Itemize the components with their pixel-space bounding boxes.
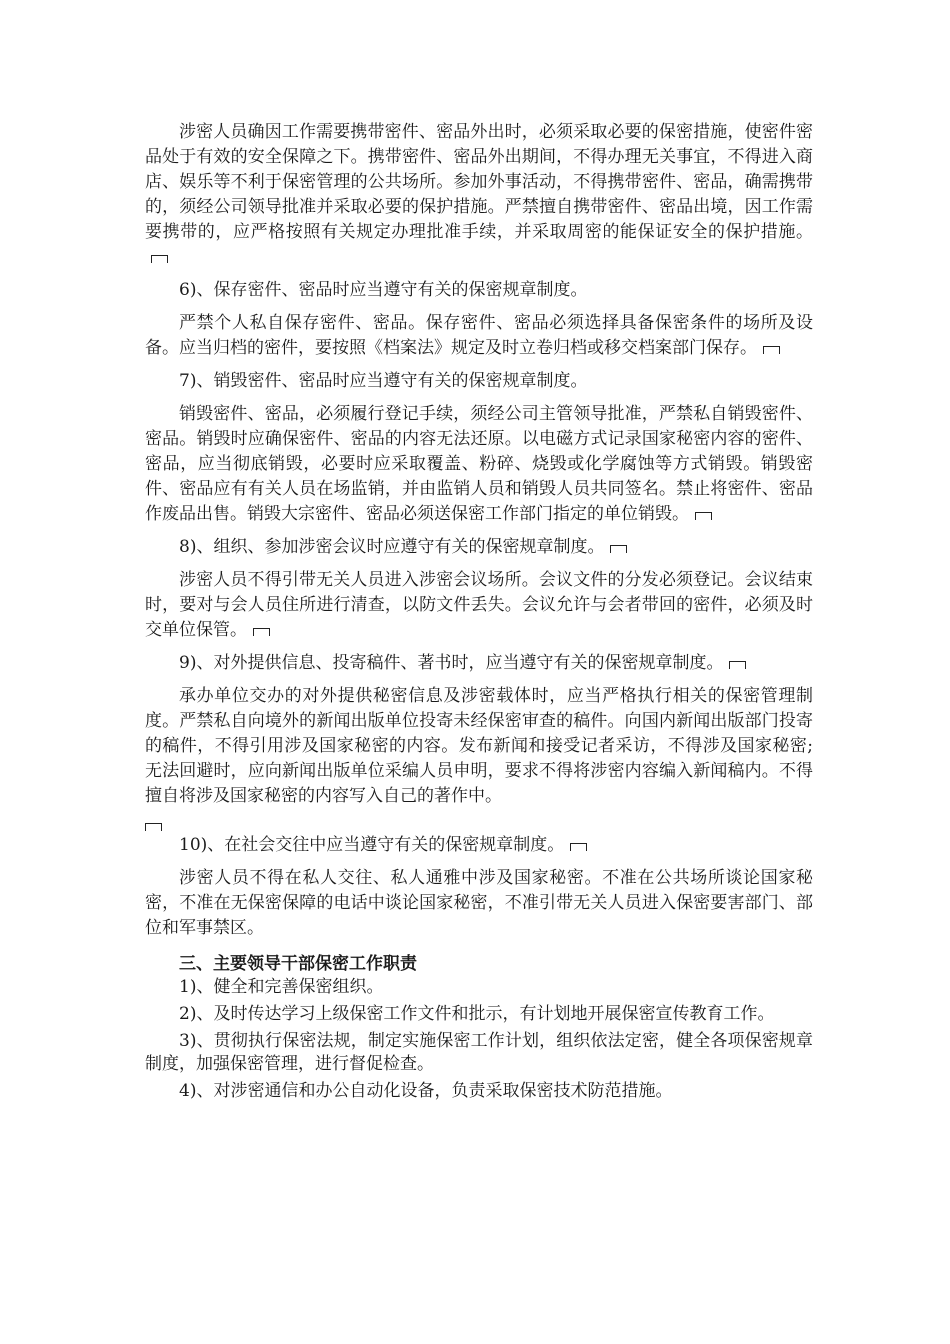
- paragraph-destruction: [145, 402, 813, 527]
- section-3-item-2: 2)、及时传达学习上级保密工作文件和批示，有计划地开展保密宣传教育工作。: [179, 1004, 775, 1024]
- paragraph-mark-icon: [570, 843, 587, 851]
- paragraph-mark-icon: [610, 545, 627, 553]
- paragraph-text: 涉密人员不得引带无关人员进入涉密会议场所。会议文件的分发必须登记。会议结束时，要对与会人员住所进行清查，以防文件丢失。会议允许与会者带回的密件，必须及时交单位保管。: [145, 570, 813, 640]
- item-8-heading: [145, 535, 813, 560]
- heading-text: 8)、组织、参加涉密会议时应遵守有关的保密规章制度。: [179, 537, 605, 557]
- paragraph-social: 涉密人员不得在私人交往、私人通雅中涉及国家秘密。不准在公共场所谈论国家秘密，不准在无保密保障的电话中谈论国家秘密，不准引带无关人员进入保密要害部门、部位和军事禁区。: [145, 868, 813, 938]
- paragraph-mark-icon: [253, 628, 270, 636]
- paragraph-meetings: [145, 568, 813, 643]
- paragraph-text: 涉密人员确因工作需要携带密件、密品外出时，必须采取必要的保密措施，使密件密品处于有效的安全保障之下。携带密件、密品外出期间，不得办理无关事宜，不得进入商店、娱乐等不利于保密管理的公共场所。参加外事活动，不得携带密件、密品，确需携带的，须经公司领导批准并采取必要的保护措施。严禁擅自携带密件、密品出境，因工作需要携带的，应严格按照有关规定办理批准手续，并采取周密的能保证安全的保护措施。: [145, 122, 813, 242]
- item-10-heading: [145, 833, 813, 858]
- paragraph-storage: [145, 311, 813, 361]
- item-6-heading: 6)、保存密件、密品时应当遵守有关的保密规章制度。: [179, 280, 588, 300]
- paragraph-mark-icon: [151, 255, 168, 263]
- paragraph-mark-icon: [145, 823, 162, 831]
- paragraph-carrying-documents: [145, 120, 813, 270]
- item-9-heading: [145, 651, 813, 676]
- paragraph-text: 销毁密件、密品，必须履行登记手续，须经公司主管领导批准，严禁私自销毁密件、密品。销毁时应确保密件、密品的内容无法还原。以电磁方式记录国家秘密内容的密件、密品，应当彻底销毁，必要时应采取覆盖、粉碎、烧毁或化学腐蚀等方式销毁。销毁密件、密品应有有关人员在场监销，并由监销人员和销毁人员共同签名。禁止将密件、密品作废品出售。销毁大宗密件、密品必须送保密工作部门指定的单位销毁。: [145, 404, 813, 524]
- paragraph-mark-icon: [695, 512, 712, 520]
- section-3-title: 三、主要领导干部保密工作职责: [179, 954, 417, 974]
- paragraph-external-info: [145, 684, 813, 825]
- section-3-item-3: 3)、贯彻执行保密法规，制定实施保密工作计划，组织依法定密，健全各项保密规章制度，加强保密管理，进行督促检查。: [145, 1031, 813, 1074]
- section-3-item-1: 1)、健全和完善保密组织。: [179, 977, 384, 997]
- document-page: [145, 120, 813, 1103]
- section-3-item-4: 4)、对涉密通信和办公自动化设备，负责采取保密技术防范措施。: [179, 1081, 673, 1101]
- paragraph-mark-icon: [729, 661, 746, 669]
- heading-text: 10)、在社会交往中应当遵守有关的保密规章制度。: [179, 835, 565, 855]
- paragraph-text: 承办单位交办的对外提供秘密信息及涉密载体时，应当严格执行相关的保密管理制度。严禁私自向境外的新闻出版单位投寄未经保密审查的稿件。向国内新闻出版部门投寄的稿件，不得引用涉及国家秘密的内容。发布新闻和接受记者采访，不得涉及国家秘密;无法回避时，应向新闻出版单位采编人员申明，要求不得将涉密内容编入新闻稿内。不得擅自将涉及国家秘密的内容写入自己的著作中。: [145, 686, 813, 806]
- heading-text: 9)、对外提供信息、投寄稿件、著书时，应当遵守有关的保密规章制度。: [179, 653, 724, 673]
- item-7-heading: 7)、销毁密件、密品时应当遵守有关的保密规章制度。: [179, 371, 588, 391]
- paragraph-mark-icon: [763, 346, 780, 354]
- paragraph-text: 严禁个人私自保存密件、密品。保存密件、密品必须选择具备保密条件的场所及设备。应当归档的密件，要按照《档案法》规定及时立卷归档或移交档案部门保存。: [145, 313, 813, 358]
